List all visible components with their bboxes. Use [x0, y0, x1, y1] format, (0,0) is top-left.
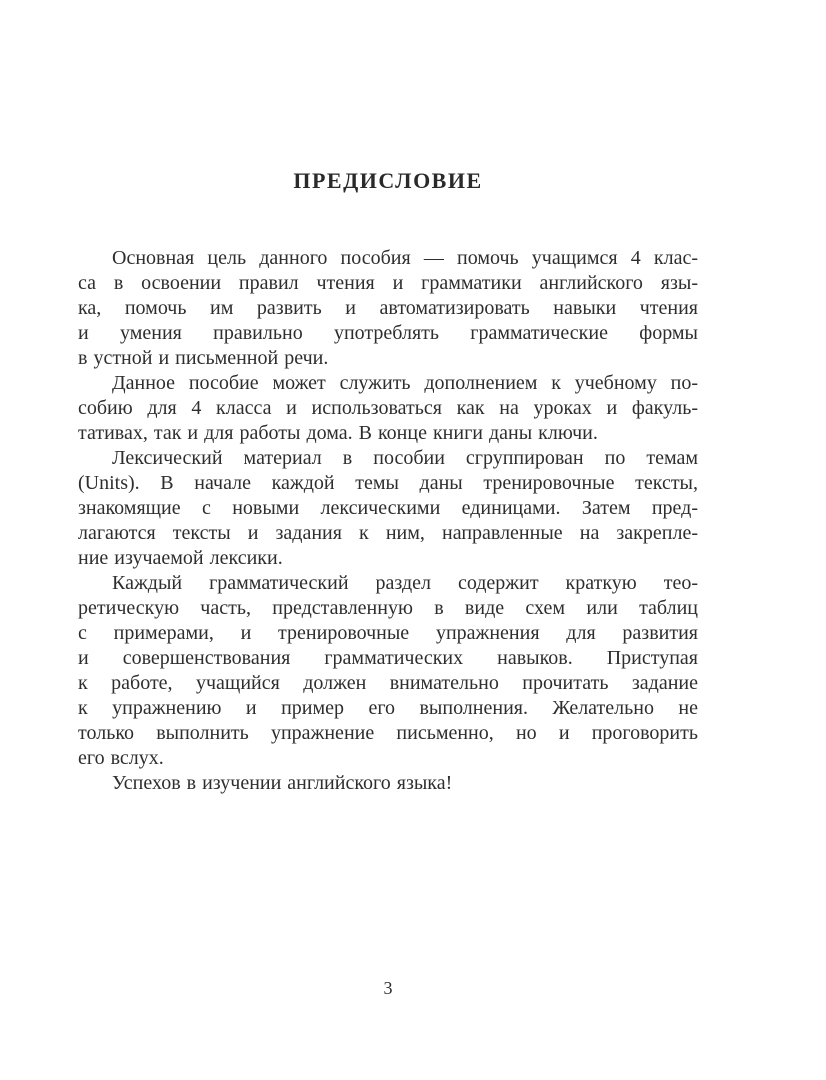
text-line: к работе, учащийся должен внимательно прочитать задание	[78, 672, 698, 694]
text-line: ние изучаемой лексики.	[78, 547, 283, 569]
preface-text	[78, 246, 698, 796]
page-title: ПРЕДИСЛОВИЕ	[293, 168, 483, 193]
text-line: Основная цель данного пособия — помочь учащимся 4 клас-	[112, 247, 698, 269]
text-line: Каждый грамматический раздел содержит краткую тео-	[112, 572, 698, 594]
text-line: Успехов в изучении английского языка!	[112, 772, 453, 794]
text-line: в устной и письменной речи.	[78, 347, 329, 369]
text-line: его вслух.	[78, 747, 164, 769]
text-line: к упражнению и пример его выполнения. Желательно не	[78, 697, 698, 719]
text-line: Данное пособие может служить дополнением к учебному по-	[112, 372, 698, 394]
text-line: и совершенствования грамматических навыков. Приступая	[78, 647, 698, 669]
text-line: собию для 4 класса и использоваться как на уроках и факуль-	[78, 397, 698, 419]
text-line: с примерами, и тренировочные упражнения для развития	[78, 622, 698, 644]
text-line: только выполнить упражнение письменно, но и проговорить	[78, 722, 698, 744]
text-line: лагаются тексты и задания к ним, направленные на закрепле-	[78, 522, 698, 544]
text-line: знакомящие с новыми лексическими единицами. Затем пред-	[78, 497, 698, 519]
text-line: (Units). В начале каждой темы даны тренировочные тексты,	[78, 472, 698, 494]
text-line: ретическую часть, представленную в виде схем или таблиц	[78, 597, 698, 619]
page-number: 3	[383, 978, 393, 998]
text-line: са в освоении правил чтения и грамматики английского язы-	[78, 272, 698, 294]
text-line: ка, помочь им развить и автоматизировать навыки чтения	[78, 297, 698, 319]
text-line: тативах, так и для работы дома. В конце книги даны ключи.	[78, 422, 598, 444]
text-line: и умения правильно употреблять грамматические формы	[78, 322, 698, 344]
text-line: Лексический материал в пособии сгруппирован по темам	[112, 447, 698, 469]
